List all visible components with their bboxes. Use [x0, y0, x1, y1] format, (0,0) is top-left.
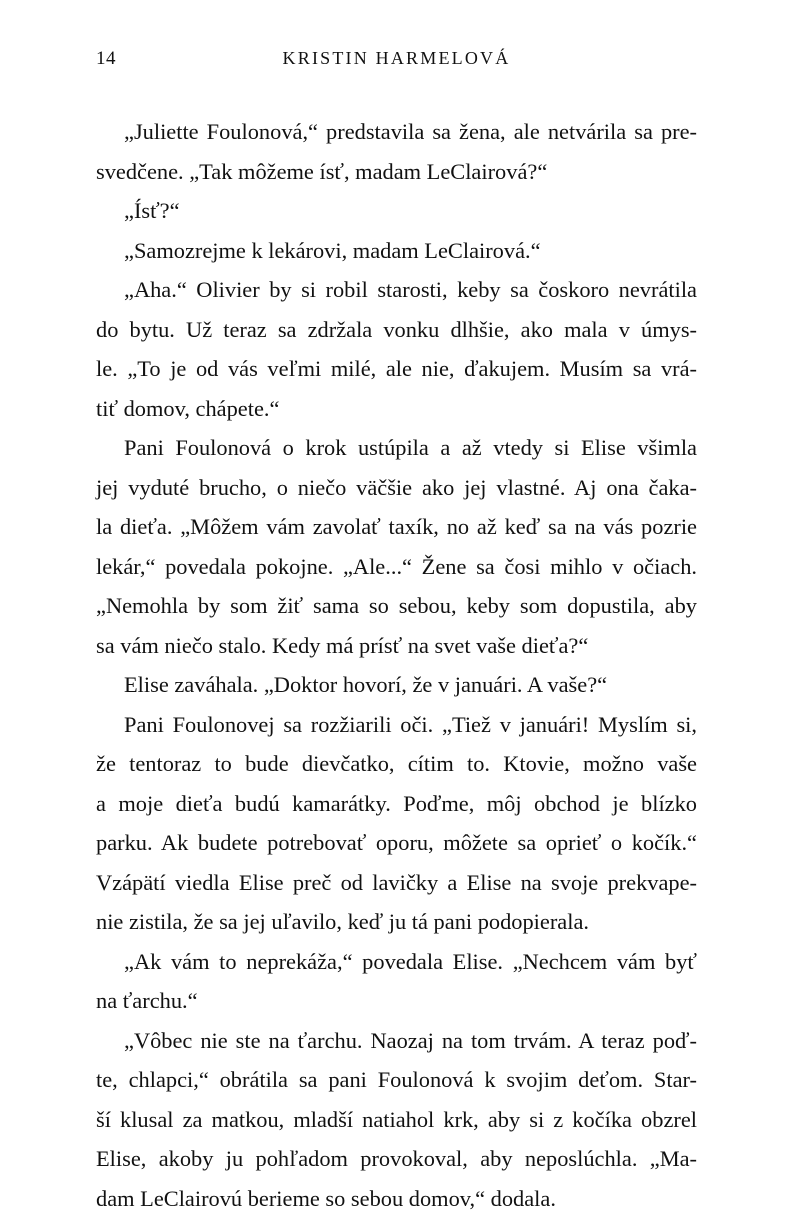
text-line: Pani Foulonovej sa rozžiarili oči. „Tiež v januári! Myslím si,: [96, 705, 697, 745]
body-text: [96, 112, 697, 1218]
text-line: te, chlapci,“ obrátila sa pani Foulonová k svojim deťom. Star-: [96, 1060, 697, 1100]
text-line: Pani Foulonová o krok ustúpila a až vtedy si Elise všimla: [96, 428, 697, 468]
text-line: dam LeClairovú berieme so sebou domov,“ dodala.: [96, 1179, 697, 1218]
text-line: „Samozrejme k lekárovi, madam LeClairová.“: [96, 231, 697, 271]
page-number: 14: [96, 48, 116, 70]
text-line: Elise zaváhala. „Doktor hovorí, že v januári. A vaše?“: [96, 665, 697, 705]
text-line: „Juliette Foulonová,“ predstavila sa žena, ale netvárila sa pre-: [96, 112, 697, 152]
text-line: na ťarchu.“: [96, 981, 697, 1021]
running-title: KRISTIN HARMELOVÁ: [96, 48, 697, 69]
text-line: „Nemohla by som žiť sama so sebou, keby som dopustila, aby: [96, 586, 697, 626]
text-line: „Ísť?“: [96, 191, 697, 231]
text-line: nie zistila, že sa jej uľavilo, keď ju tá pani podopierala.: [96, 902, 697, 942]
text-line: že tentoraz to bude dievčatko, cítim to. Ktovie, možno vaše: [96, 744, 697, 784]
text-line: do bytu. Už teraz sa zdržala vonku dlhšie, ako mala v úmys-: [96, 310, 697, 350]
running-head: [96, 48, 697, 72]
text-line: le. „To je od vás veľmi milé, ale nie, ďakujem. Musím sa vrá-: [96, 349, 697, 389]
text-line: jej vyduté brucho, o niečo väčšie ako jej vlastné. Aj ona čaka-: [96, 468, 697, 508]
text-line: ší klusal za matkou, mladší natiahol krk, aby si z kočíka obzrel: [96, 1100, 697, 1140]
text-line: sa vám niečo stalo. Kedy má prísť na svet vaše dieťa?“: [96, 626, 697, 666]
text-line: tiť domov, chápete.“: [96, 389, 697, 429]
text-line: la dieťa. „Môžem vám zavolať taxík, no až keď sa na vás pozrie: [96, 507, 697, 547]
text-line: „Aha.“ Olivier by si robil starosti, keby sa čoskoro nevrátila: [96, 270, 697, 310]
text-line: a moje dieťa budú kamarátky. Poďme, môj obchod je blízko: [96, 784, 697, 824]
text-line: svedčene. „Tak môžeme ísť, madam LeClairová?“: [96, 152, 697, 192]
text-line: Vzápätí viedla Elise preč od lavičky a Elise na svoje prekvape-: [96, 863, 697, 903]
text-line: parku. Ak budete potrebovať oporu, môžete sa oprieť o kočík.“: [96, 823, 697, 863]
text-line: Elise, akoby ju pohľadom provokoval, aby neposlúchla. „Ma-: [96, 1139, 697, 1179]
text-line: lekár,“ povedala pokojne. „Ale...“ Žene sa čosi mihlo v očiach.: [96, 547, 697, 587]
text-line: „Vôbec nie ste na ťarchu. Naozaj na tom trvám. A teraz poď-: [96, 1021, 697, 1061]
text-line: „Ak vám to neprekáža,“ povedala Elise. „Nechcem vám byť: [96, 942, 697, 982]
